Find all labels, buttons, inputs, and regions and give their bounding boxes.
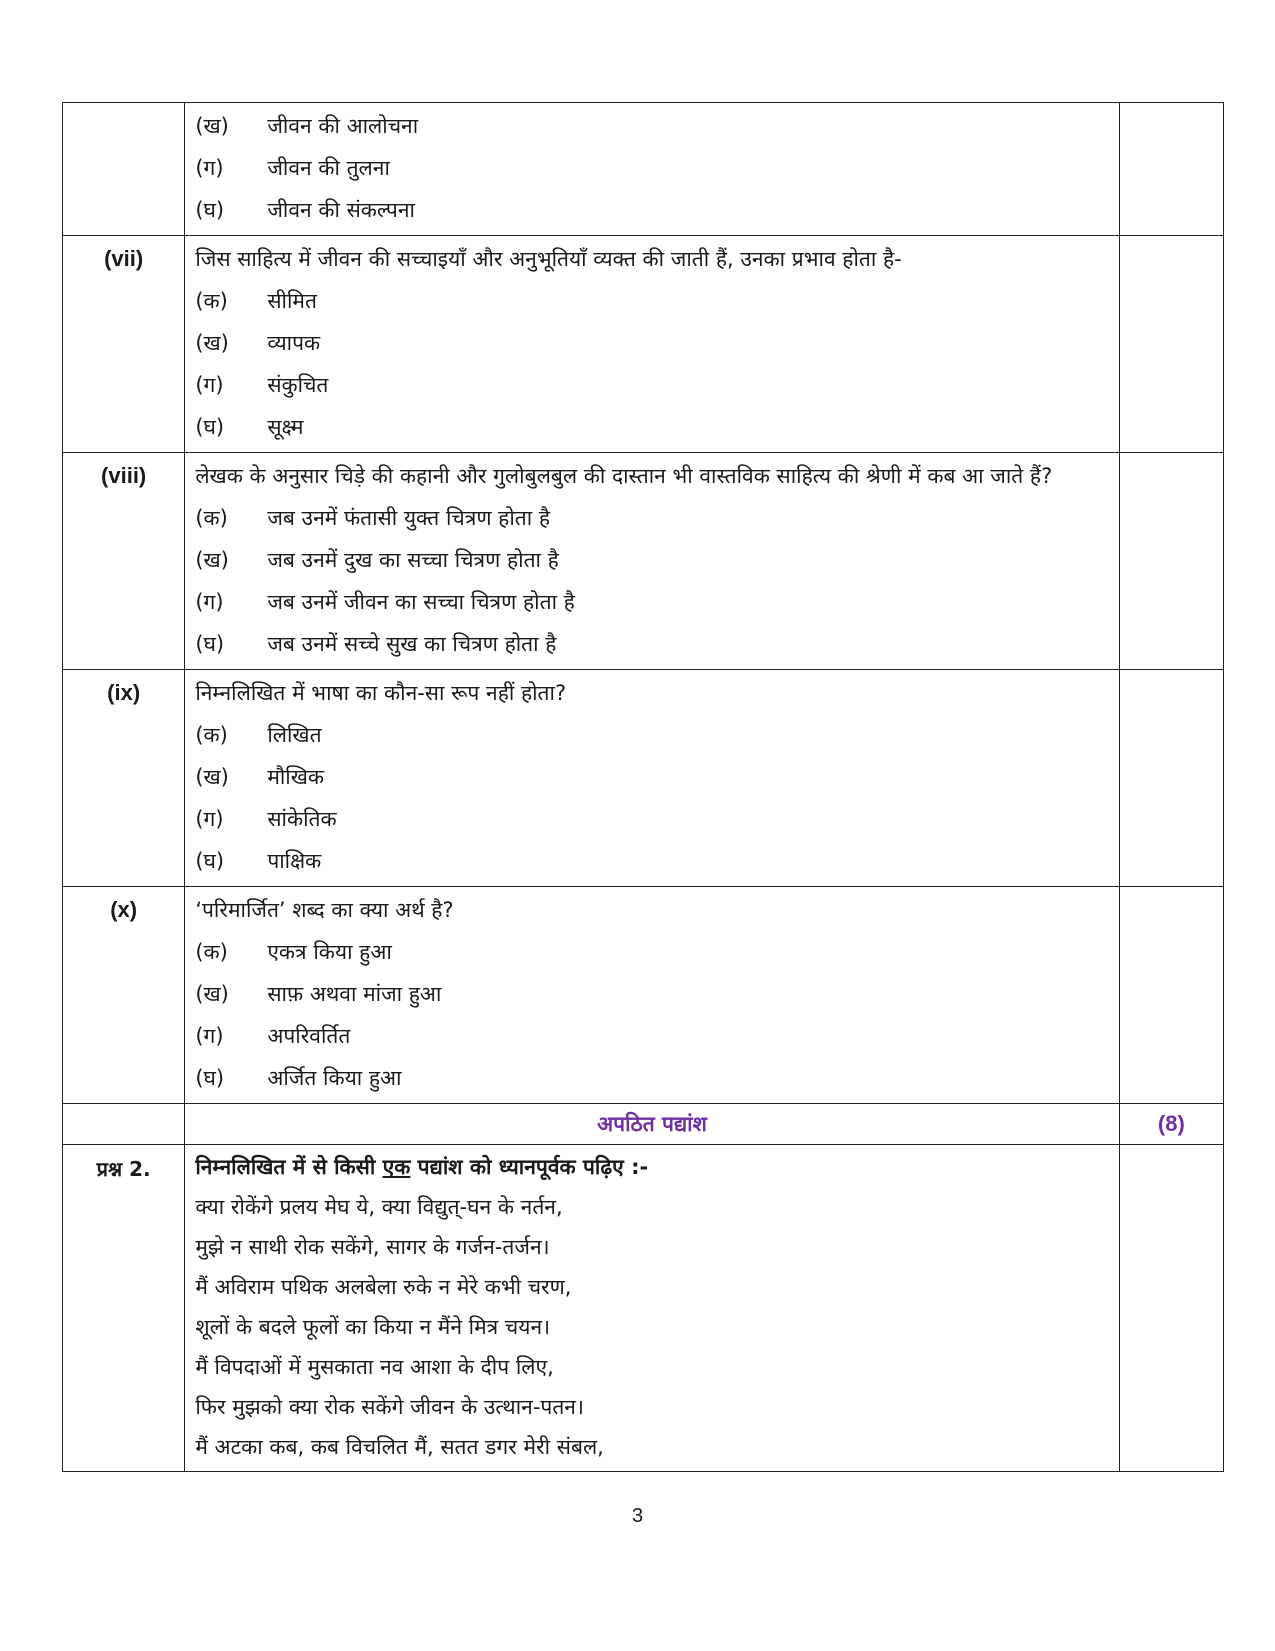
page-number: 3 [631,1505,644,1527]
section-title: अपठित पद्यांश [185,1104,1119,1145]
question-row-continued [63,103,1224,236]
question-stem: जिस साहित्य में जीवन की सच्चाइयाँ और अनुभूतियाँ व्यक्त की जाती हैं, उनका प्रभाव होता है- [195,247,902,271]
option: (घ) जब उनमें सच्चे सुख का चित्रण होता है [195,632,557,656]
question-row-ix [63,670,1224,887]
marks-cell [1119,453,1223,670]
emphasis-word: एक [382,1155,411,1179]
marks-cell [1119,236,1223,453]
option: (ख) मौखिक [195,765,325,789]
question-number: प्रश्न 2. [63,1145,185,1472]
question-row-x [63,887,1224,1104]
option: (क) लिखित [195,723,322,747]
option: (ग) जब उनमें जीवन का सच्चा चित्रण होता है [195,590,575,614]
question-body [185,887,1119,1104]
option: (ग) सांकेतिक [195,807,337,831]
option: (ख) जब उनमें दुख का सच्चा चित्रण होता है [195,548,559,572]
question-stem: निम्नलिखित में भाषा का कौन-सा रूप नहीं होता? [195,681,567,705]
option: (क) जब उनमें फंतासी युक्त चित्रण होता है [195,506,550,530]
question-instruction: निम्नलिखित में से किसी एक पद्यांश को ध्यानपूर्वक पढ़िए :- [195,1155,649,1179]
question-body [185,670,1119,887]
question-number: (viii) [63,453,185,670]
option: (क) एकत्र किया हुआ [195,940,392,964]
marks-cell [1119,1145,1223,1472]
option: (ग) जीवन की तुलना [195,156,390,180]
question-number: (vii) [63,236,185,453]
option: (घ) सूक्ष्म [195,415,304,439]
option: (ग) अपरिवर्तित [195,1024,351,1048]
option: (घ) जीवन की संकल्पना [195,198,415,222]
poem-line: मैं अटका कब, कब विचलित मैं, सतत डगर मेरी संबल, [195,1435,604,1459]
question-number-cell [63,103,185,236]
poem-line: फिर मुझको क्या रोक सकेंगे जीवन के उत्थान-पतन। [195,1395,584,1419]
question-table [62,102,1224,1472]
question-number-cell [63,1104,185,1145]
poem-line: मैं अविराम पथिक अलबेला रुके न मेरे कभी चरण, [195,1275,572,1299]
poem-line: मुझे न साथी रोक सकेंगे, सागर के गर्जन-तर्जन। [195,1235,550,1259]
marks-cell [1119,103,1223,236]
poem-line: मैं विपदाओं में मुसकाता नव आशा के दीप लिए, [195,1355,554,1379]
question-row-vii [63,236,1224,453]
option: (ख) साफ़ अथवा मांजा हुआ [195,982,442,1006]
marks-cell [1119,670,1223,887]
section-marks: (8) [1119,1104,1223,1145]
question-number: (ix) [63,670,185,887]
poem-line: क्या रोकेंगे प्रलय मेघ ये, क्या विद्युत्-घन के नर्तन, [195,1195,563,1219]
question-body [185,453,1119,670]
option: (क) सीमित [195,289,317,313]
question-body [185,103,1119,236]
question-number: (x) [63,887,185,1104]
option: (घ) पाक्षिक [195,849,322,873]
option: (ख) व्यापक [195,331,321,355]
question-body [185,236,1119,453]
option: (ग) संकुचित [195,373,329,397]
option: (ख) जीवन की आलोचना [195,114,419,138]
section-heading-row [63,1104,1224,1145]
question-stem: ‘परिमार्जित’ शब्द का क्या अर्थ है? [195,898,454,922]
marks-cell [1119,887,1223,1104]
poem-line: शूलों के बदले फूलों का किया न मैंने मित्र चयन। [195,1315,551,1339]
question-stem: लेखक के अनुसार चिड़े की कहानी और गुलोबुलबुल की दास्तान भी वास्तविक साहित्य की श्रेणी में कब आ जाते हैं? [195,464,1053,488]
question-body [185,1145,1119,1472]
option: (घ) अर्जित किया हुआ [195,1066,402,1090]
question-row-viii [63,453,1224,670]
question-row-2 [63,1145,1224,1472]
